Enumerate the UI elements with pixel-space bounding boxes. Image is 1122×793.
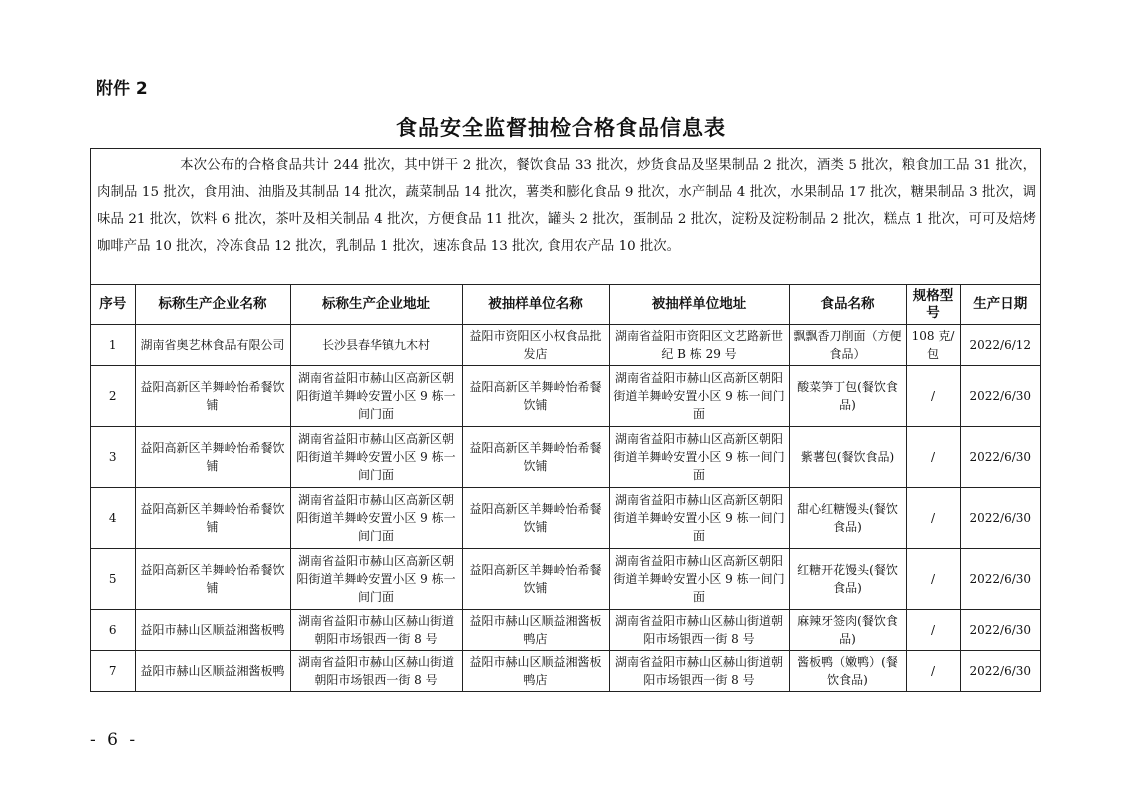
cell-manufacturer: 益阳高新区羊舞岭怡希餐饮铺: [135, 427, 290, 488]
cell-food-name: 飘飘香刀削面（方便食品）: [789, 325, 906, 366]
cell-seq: 5: [91, 549, 135, 610]
header-sampled-unit: 被抽样单位名称: [462, 285, 609, 325]
cell-production-date: 2022/6/30: [960, 488, 1040, 549]
cell-production-date: 2022/6/30: [960, 366, 1040, 427]
cell-manufacturer-address: 湖南省益阳市赫山区高新区朝阳街道羊舞岭安置小区 9 栋一间门面: [290, 427, 462, 488]
cell-food-name: 酱板鸭（嫩鸭）(餐饮食品): [789, 651, 906, 692]
summary-paragraph: 本次公布的合格食品共计 244 批次，其中饼干 2 批次，餐饮食品 33 批次，炒货食品及坚果制品 2 批次，酒类 5 批次，粮食加工品 31 批次，肉制品 15 批次，食用油、油脂及其制品 14 批次，蔬菜制品 14 批次，薯类和膨化食品 9 批次，水产制品 4 批次，水果制品 17 批次，糖果制品 3 批次，调味品 21 批次，饮料 6 批次，茶叶及相关制品 4 批次，方便食品 11 批次，罐头 2 批次，蛋制品 2 批次，淀粉及淀粉制品 2 批次，糕点 1 批次，可可及焙烤咖啡产品 10 批次，冷冻食品 12 批次，乳制品 1 批次，速冻食品 13 批次, 食用农产品 10 批次。: [91, 149, 1040, 285]
header-production-date: 生产日期: [960, 285, 1040, 325]
info-sheet: [90, 148, 1041, 692]
cell-seq: 3: [91, 427, 135, 488]
cell-manufacturer: 益阳高新区羊舞岭怡希餐饮铺: [135, 366, 290, 427]
cell-sampled-unit: 益阳高新区羊舞岭怡希餐饮铺: [462, 488, 609, 549]
cell-sampled-unit: 益阳市资阳区小权食品批发店: [462, 325, 609, 366]
cell-sampled-address: 湖南省益阳市赫山区赫山街道朝阳市场银西一街 8 号: [609, 610, 789, 651]
cell-spec: /: [906, 366, 960, 427]
cell-sampled-address: 湖南省益阳市赫山区高新区朝阳街道羊舞岭安置小区 9 栋一间门面: [609, 488, 789, 549]
attachment-label: 附件 2: [96, 79, 148, 99]
cell-manufacturer-address: 长沙县春华镇九木村: [290, 325, 462, 366]
cell-sampled-address: 湖南省益阳市赫山区高新区朝阳街道羊舞岭安置小区 9 栋一间门面: [609, 549, 789, 610]
cell-sampled-address: 湖南省益阳市赫山区高新区朝阳街道羊舞岭安置小区 9 栋一间门面: [609, 366, 789, 427]
header-sampled-address: 被抽样单位地址: [609, 285, 789, 325]
cell-sampled-unit: 益阳市赫山区顺益湘酱板鸭店: [462, 651, 609, 692]
header-spec: 规格型号: [906, 285, 960, 325]
cell-production-date: 2022/6/30: [960, 610, 1040, 651]
page-number: - 6 -: [90, 730, 139, 750]
cell-manufacturer: 益阳高新区羊舞岭怡希餐饮铺: [135, 488, 290, 549]
cell-manufacturer: 益阳市赫山区顺益湘酱板鸭: [135, 651, 290, 692]
cell-spec: /: [906, 427, 960, 488]
cell-manufacturer: 益阳市赫山区顺益湘酱板鸭: [135, 610, 290, 651]
cell-manufacturer-address: 湖南省益阳市赫山区赫山街道朝阳市场银西一街 8 号: [290, 651, 462, 692]
cell-manufacturer-address: 湖南省益阳市赫山区高新区朝阳街道羊舞岭安置小区 9 栋一间门面: [290, 488, 462, 549]
cell-seq: 1: [91, 325, 135, 366]
cell-seq: 6: [91, 610, 135, 651]
cell-manufacturer-address: 湖南省益阳市赫山区赫山街道朝阳市场银西一街 8 号: [290, 610, 462, 651]
header-food-name: 食品名称: [789, 285, 906, 325]
header-seq: 序号: [91, 285, 135, 325]
cell-sampled-address: 湖南省益阳市赫山区赫山街道朝阳市场银西一街 8 号: [609, 651, 789, 692]
table-row: [91, 325, 1040, 366]
table-row: [91, 488, 1040, 549]
cell-sampled-address: 湖南省益阳市赫山区高新区朝阳街道羊舞岭安置小区 9 栋一间门面: [609, 427, 789, 488]
cell-sampled-unit: 益阳高新区羊舞岭怡希餐饮铺: [462, 366, 609, 427]
cell-food-name: 酸菜笋丁包(餐饮食品): [789, 366, 906, 427]
document-title: 食品安全监督抽检合格食品信息表: [396, 116, 726, 140]
cell-manufacturer: 湖南省奥艺林食品有限公司: [135, 325, 290, 366]
table-row: [91, 610, 1040, 651]
cell-spec: /: [906, 610, 960, 651]
cell-production-date: 2022/6/30: [960, 427, 1040, 488]
table-header-row: [91, 285, 1040, 325]
table-row: [91, 427, 1040, 488]
cell-production-date: 2022/6/30: [960, 549, 1040, 610]
cell-sampled-unit: 益阳市赫山区顺益湘酱板鸭店: [462, 610, 609, 651]
cell-spec: /: [906, 651, 960, 692]
cell-sampled-unit: 益阳高新区羊舞岭怡希餐饮铺: [462, 549, 609, 610]
cell-sampled-address: 湖南省益阳市资阳区文艺路新世纪 B 栋 29 号: [609, 325, 789, 366]
cell-sampled-unit: 益阳高新区羊舞岭怡希餐饮铺: [462, 427, 609, 488]
cell-food-name: 甜心红糖馒头(餐饮食品): [789, 488, 906, 549]
table-row: [91, 366, 1040, 427]
table-row: [91, 651, 1040, 692]
header-manufacturer: 标称生产企业名称: [135, 285, 290, 325]
cell-manufacturer: 益阳高新区羊舞岭怡希餐饮铺: [135, 549, 290, 610]
cell-production-date: 2022/6/30: [960, 651, 1040, 692]
cell-seq: 4: [91, 488, 135, 549]
header-manufacturer-address: 标称生产企业地址: [290, 285, 462, 325]
cell-spec: 108 克/包: [906, 325, 960, 366]
cell-spec: /: [906, 549, 960, 610]
cell-production-date: 2022/6/12: [960, 325, 1040, 366]
cell-food-name: 红糖开花馒头(餐饮食品): [789, 549, 906, 610]
cell-manufacturer-address: 湖南省益阳市赫山区高新区朝阳街道羊舞岭安置小区 9 栋一间门面: [290, 549, 462, 610]
cell-food-name: 紫薯包(餐饮食品): [789, 427, 906, 488]
cell-spec: /: [906, 488, 960, 549]
cell-food-name: 麻辣牙签肉(餐饮食品): [789, 610, 906, 651]
table-row: [91, 549, 1040, 610]
qualified-food-table: [91, 285, 1040, 691]
cell-seq: 7: [91, 651, 135, 692]
cell-manufacturer-address: 湖南省益阳市赫山区高新区朝阳街道羊舞岭安置小区 9 栋一间门面: [290, 366, 462, 427]
cell-seq: 2: [91, 366, 135, 427]
